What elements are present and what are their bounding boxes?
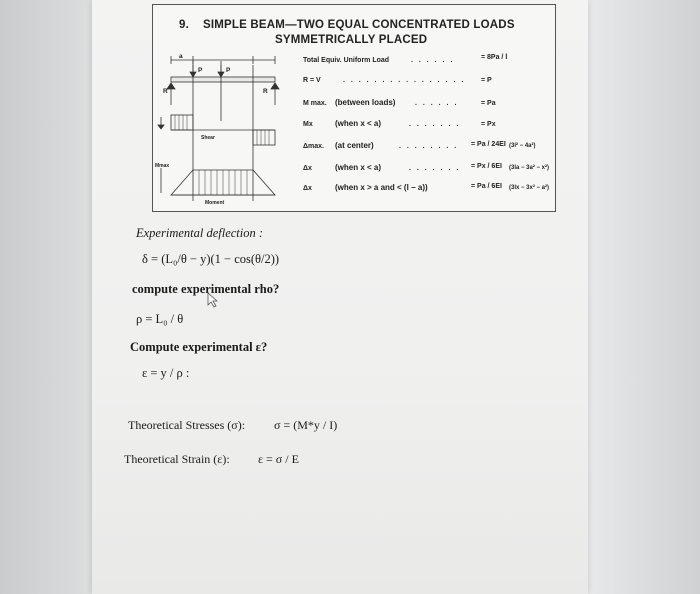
row-3-label: Mx xyxy=(303,121,313,128)
row-5-label: Δx xyxy=(303,165,312,172)
row-5-result: = Px / 6EI xyxy=(471,163,502,170)
row-5-cond: (when x < a) xyxy=(335,163,382,172)
row-2-result: = Pa xyxy=(481,100,496,107)
row-3-dots: . . . . . . . xyxy=(409,121,461,128)
row-0-label: Total Equiv. Uniform Load xyxy=(303,57,390,64)
mmax-label: Mmax xyxy=(155,163,170,169)
theoretical-stress-label: Theoretical Stresses (σ): xyxy=(128,418,246,432)
reaction-arrow-left xyxy=(167,83,175,89)
row-5-extra: (3la − 3a² − x²) xyxy=(509,165,550,171)
background-left xyxy=(0,0,96,594)
shear-label: Shear xyxy=(201,135,215,141)
row-3-cond: (when x < a) xyxy=(335,119,382,128)
row-3-result: = Px xyxy=(481,121,496,128)
shear-block-left xyxy=(171,115,193,130)
row-6-result: = Pa / 6EI xyxy=(471,183,502,190)
problem-title-line2: SYMMETRICALLY PLACED xyxy=(275,34,428,46)
row-6-extra: (3lx − 3x² − a²) xyxy=(509,185,550,191)
row-4-label: Δmax. xyxy=(303,143,324,150)
theoretical-strain-label: Theoretical Strain (ε): xyxy=(124,452,230,466)
strain-prompt: Compute experimental ε? xyxy=(130,340,268,354)
beam-diagram xyxy=(153,5,283,211)
row-4-dots: . . . . . . . . xyxy=(399,143,459,150)
delta-formula: δ = (L₀/θ − y)(1 − cos(θ/2)) xyxy=(142,252,280,266)
load-label-right: P xyxy=(226,67,231,74)
mouse-cursor-icon xyxy=(206,292,220,308)
row-2-dots: . . . . . . xyxy=(415,100,459,107)
row-2-cond: (between loads) xyxy=(335,98,396,107)
row-4-result: = Pa / 24EI xyxy=(471,141,506,148)
shear-block-right xyxy=(253,130,275,145)
beam-formula-table xyxy=(152,4,556,212)
theoretical-stress-formula: σ = (M*y / I) xyxy=(274,418,338,432)
background-right xyxy=(588,0,700,594)
row-4-cond: (at center) xyxy=(335,141,374,150)
problem-title-line1: SIMPLE BEAM—TWO EQUAL CONCENTRATED LOADS xyxy=(203,19,515,31)
row-1-result: = P xyxy=(481,77,492,84)
row-1-label: R = V xyxy=(303,77,321,84)
rho-prompt: compute experimental rho? xyxy=(132,282,280,296)
paper-sheet xyxy=(92,0,588,594)
reaction-label-right: R xyxy=(263,88,268,95)
beam-span xyxy=(171,77,275,82)
theoretical-strain-formula: ε = σ / E xyxy=(258,452,299,466)
row-6-cond: (when x > a and < (l − a)) xyxy=(335,183,428,192)
strain-formula: ε = y / ρ : xyxy=(142,366,190,380)
row-1-dots: . . . . . . . . . . . . . . . . xyxy=(343,77,466,84)
dim-label-a: a xyxy=(179,53,183,60)
moment-label: Moment xyxy=(205,200,225,206)
load-label-left: P xyxy=(198,67,203,74)
rho-formula: ρ = L₀ / θ xyxy=(136,312,184,326)
row-6-label: Δx xyxy=(303,185,312,192)
row-0-result: = 8Pa / l xyxy=(481,54,508,61)
row-5-dots: . . . . . . . xyxy=(409,165,461,172)
row-0-dots: . . . . . . xyxy=(411,57,455,64)
row-4-extra: (3l² − 4a²) xyxy=(509,143,536,149)
problem-number: 9. xyxy=(179,19,189,31)
row-2-label: M max. xyxy=(303,100,327,107)
moment-hatch xyxy=(199,170,247,195)
experimental-deflection-label: Experimental deflection : xyxy=(136,226,264,240)
reaction-label-left: R xyxy=(163,88,168,95)
reaction-arrow-right xyxy=(271,83,279,89)
